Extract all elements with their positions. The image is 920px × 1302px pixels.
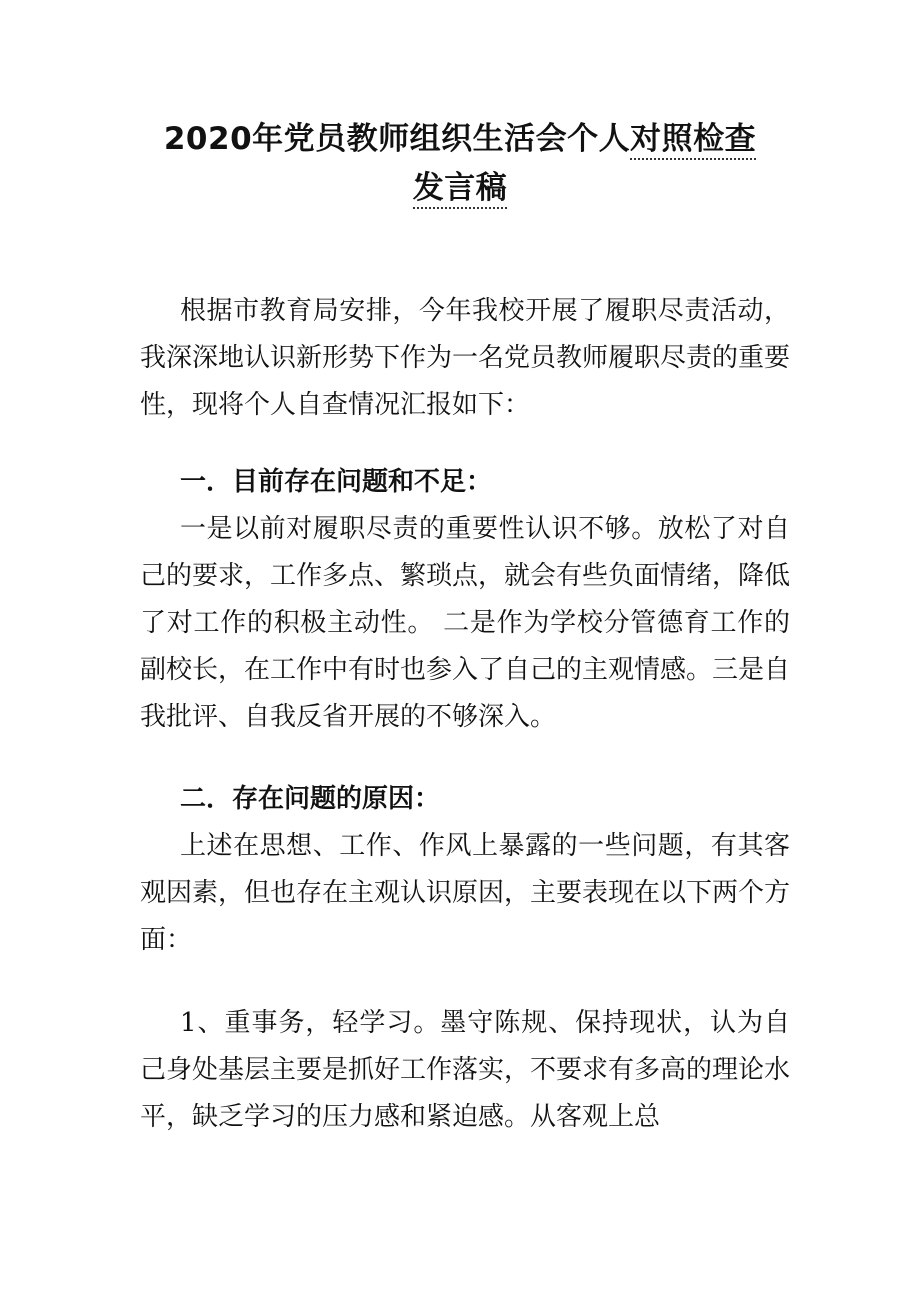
title-dotted-text: 发言稿 — [413, 170, 508, 209]
title-dotted-text: 对照检查 — [630, 121, 756, 160]
document-title-line-2 — [100, 163, 820, 213]
section-1-paragraph: 一是以前对履职尽责的重要性认识不够。放松了对自己的要求，工作多点、繁琐点，就会有些负面情绪，降低了对工作的积极主动性。 二是作为学校分管德育工作的副校长，在工作中有时也参入了自己的主观情感。三是自我批评、自我反省开展的不够深入。 — [140, 514, 791, 732]
section-2-paragraph: 上述在思想、工作、作风上暴露的一些问题，有其客观因素，但也存在主观认识原因，主要表现在以下两个方面： — [140, 831, 791, 955]
section-heading-1: 一．目前存在问题和不足： — [180, 467, 493, 497]
title-text: 2020年党员教师组织生活会个人 — [163, 121, 631, 157]
intro-paragraph: 根据市教育局安排，今年我校开展了履职尽责活动，我深深地认识新形势下作为一名党员教师履职尽责的重要性，现将个人自查情况汇报如下： — [140, 296, 791, 420]
section-heading-2: 二．存在问题的原因： — [180, 784, 441, 814]
list-item-1-paragraph: 1、重事务，轻学习。墨守陈规、保持现状，认为自己身处基层主要是抓好工作落实，不要求有多高的理论水平，缺乏学习的压力感和紧迫感。从客观上总 — [140, 1008, 791, 1132]
document-title-line-1 — [100, 114, 820, 164]
